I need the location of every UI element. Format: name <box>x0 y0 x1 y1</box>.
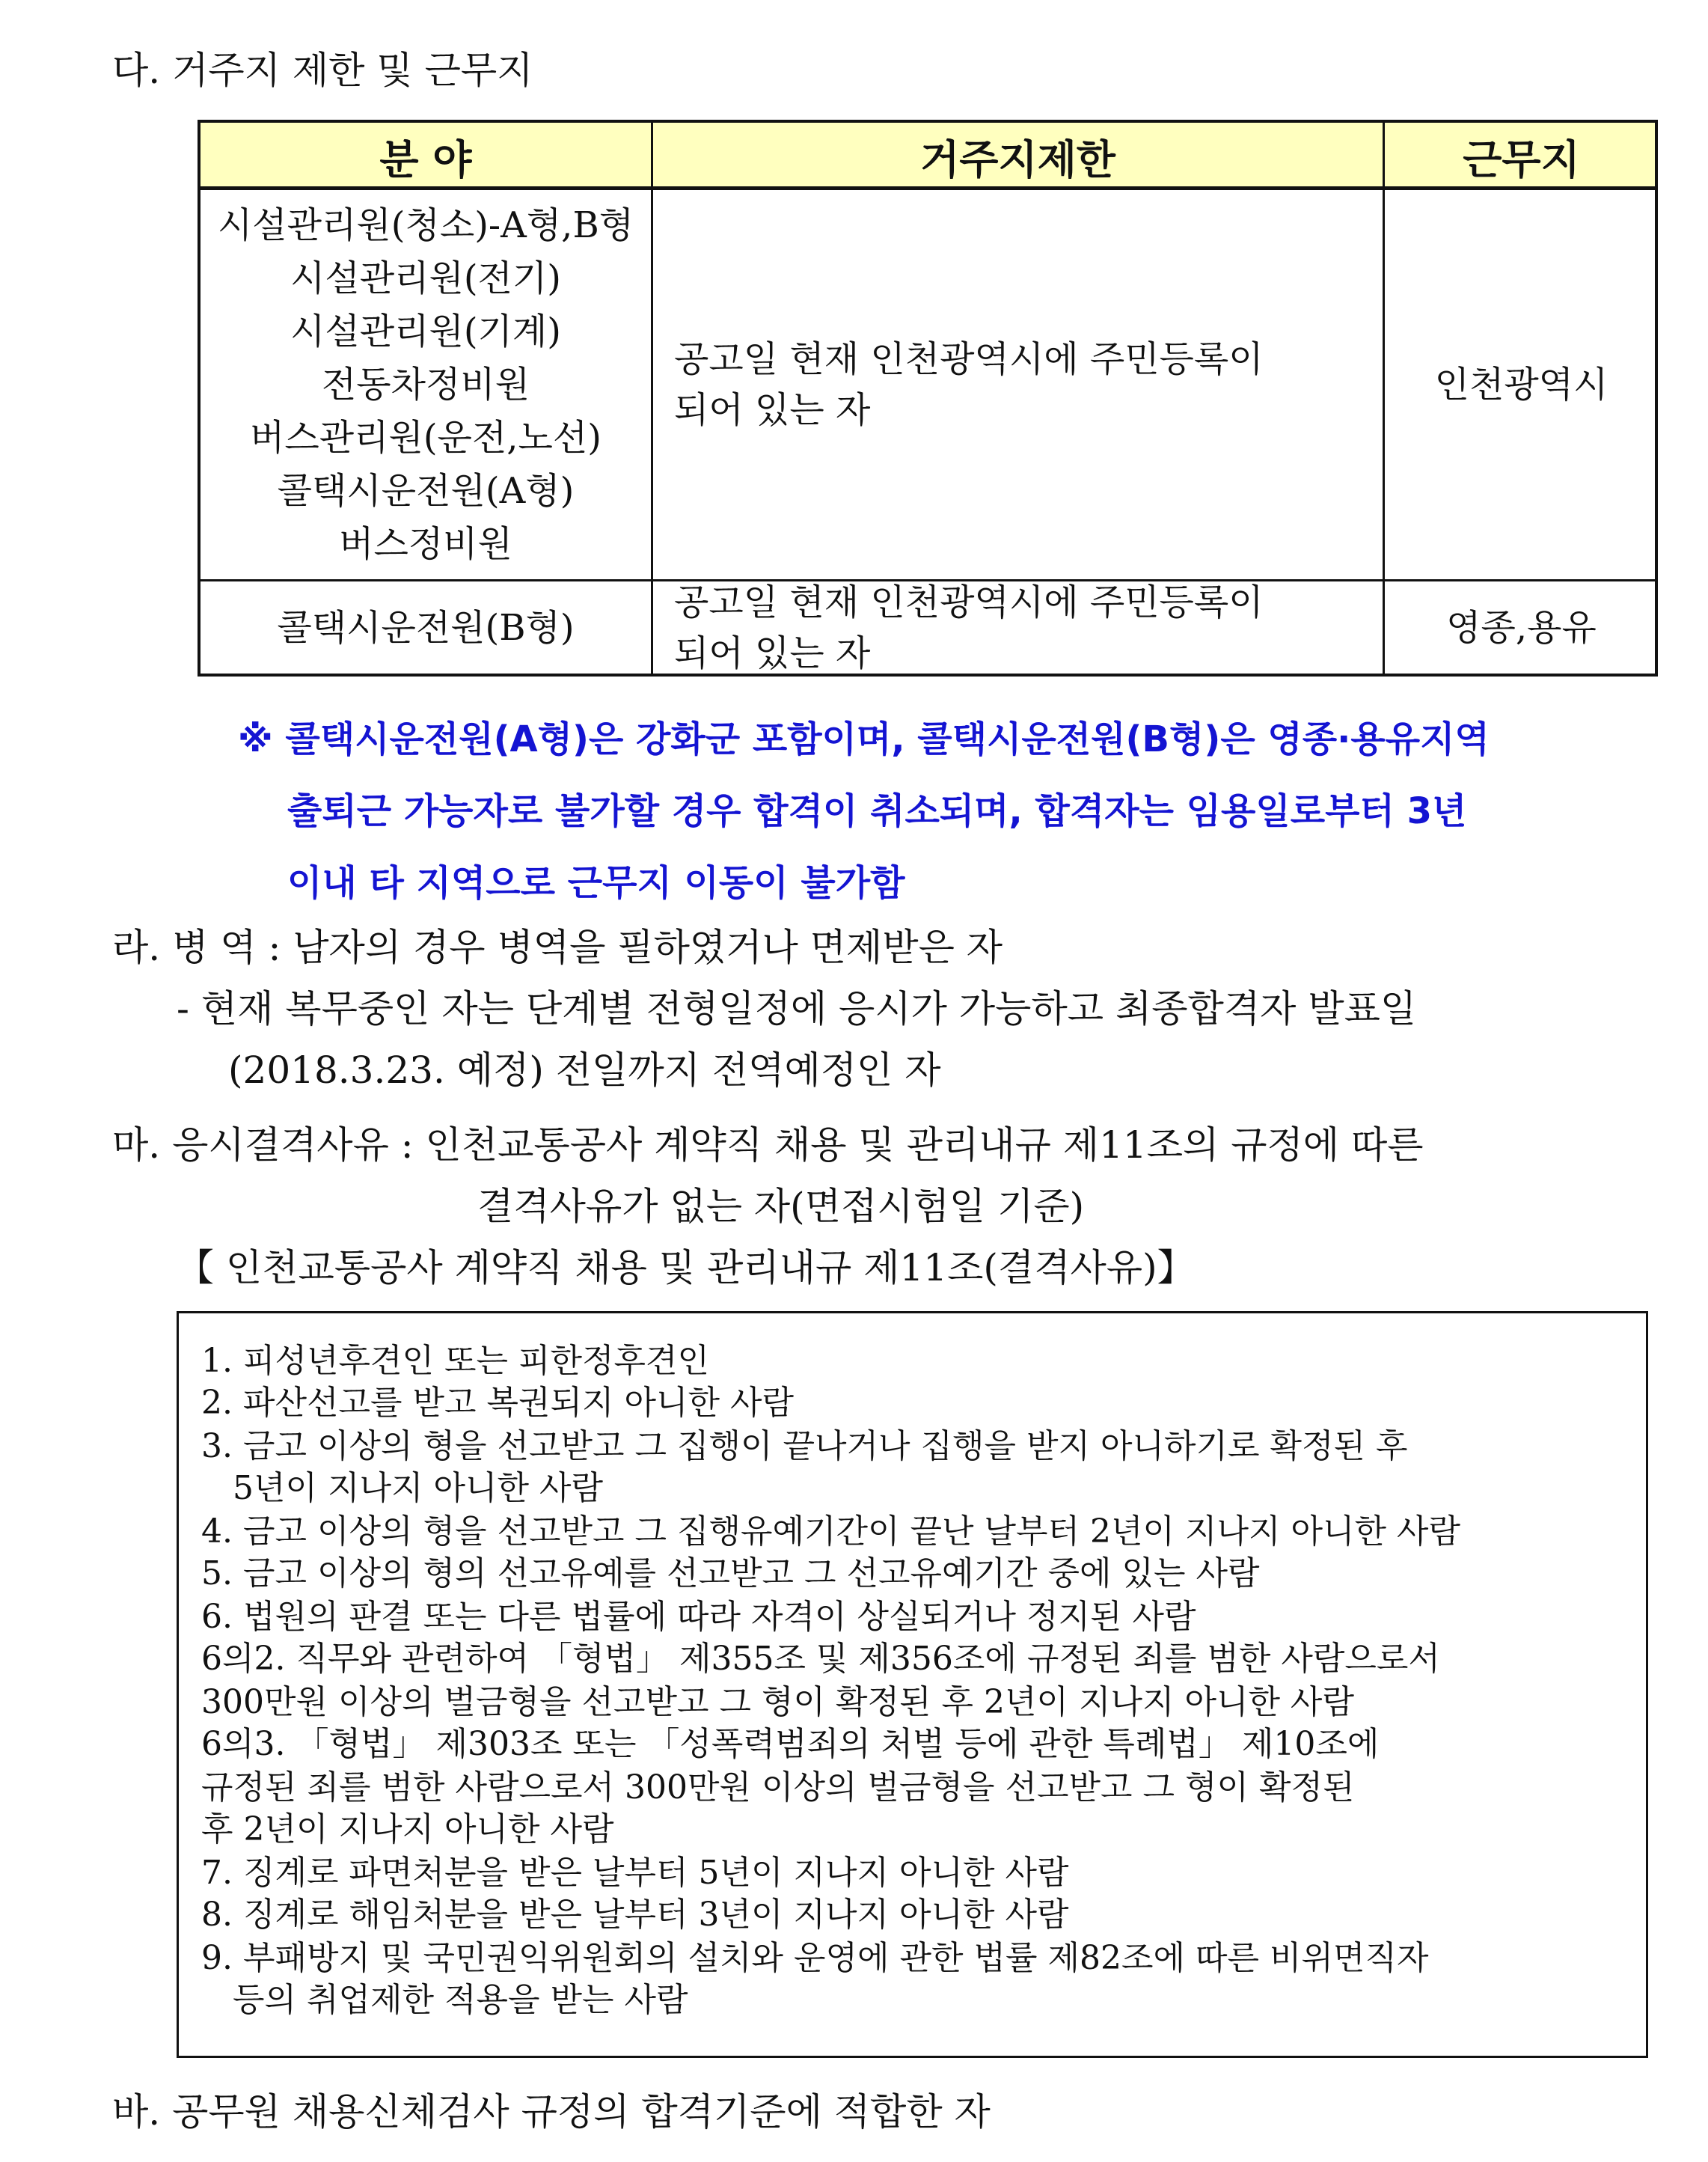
section-c-title: 다. 거주지 제한 및 근무지 <box>112 49 533 92</box>
note-line: 이내 타 지역으로 근무지 이동이 불가함 <box>287 862 905 904</box>
list-item: 6. 법원의 판결 또는 다른 법률에 따라 자격이 상실되거나 정지된 사람 <box>201 1598 1196 1636</box>
residence-line: 공고일 현재 인천광역시에 주민등록이 <box>674 581 1264 623</box>
field-item: 버스관리원(운전,노선) <box>249 416 602 459</box>
list-item: 3. 금고 이상의 형을 선고받고 그 집행이 끝나거나 집행을 받지 아니하기로 확정된 후 <box>201 1427 1408 1465</box>
residence-line: 되어 있는 자 <box>674 632 871 674</box>
table-row-2-fields: 콜택시운전원(B형) <box>277 606 575 649</box>
table-row-1-residence <box>653 190 1383 579</box>
list-item: 4. 금고 이상의 형을 선고받고 그 집행유예기간이 끝난 날부터 2년이 지나지 아니한 사람 <box>201 1512 1460 1551</box>
field-item: 시설관리원(전기) <box>290 257 562 299</box>
list-item: 300만원 이상의 벌금형을 선고받고 그 형이 확정된 후 2년이 지나지 아니한 사람 <box>201 1683 1354 1721</box>
list-item: 6의2. 직무와 관련하여 「형법」 제355조 및 제356조에 규정된 죄를 범한 사람으로서 <box>201 1640 1440 1678</box>
field-item: 전동차정비원 <box>321 363 530 406</box>
residence-table <box>198 120 1658 677</box>
table-row-2-workplace: 영종,용유 <box>1446 606 1597 649</box>
table-row-2-residence <box>653 581 1383 674</box>
regulation-heading: 【 인천교통공사 계약직 채용 및 관리내규 제11조(결격사유)】 <box>177 1246 1195 1289</box>
list-item: 5. 금고 이상의 형의 선고유예를 선고받고 그 선고유예기간 중에 있는 사람 <box>201 1554 1260 1593</box>
field-item: 버스정비원 <box>339 522 512 565</box>
list-item: 7. 징계로 파면처분을 받은 날부터 5년이 지나지 아니한 사람 <box>201 1854 1069 1892</box>
section-d-sub-line: (2018.3.23. 예정) 전일까지 전역예정인 자 <box>228 1048 941 1092</box>
note-line: 출퇴근 가능자로 불가할 경우 합격이 취소되며, 합격자는 임용일로부터 3년 <box>287 790 1467 832</box>
list-item: 5년이 지나지 아니한 사람 <box>201 1469 603 1507</box>
field-item: 시설관리원(청소)-A형,B형 <box>217 204 634 246</box>
header-residence: 거주지제한 <box>920 135 1115 183</box>
list-item: 2. 파산선고를 받고 복권되지 아니한 사람 <box>201 1384 794 1422</box>
header-field: 분 야 <box>379 135 472 183</box>
section-d-sub-line: - 현재 복무중인 자는 단계별 전형일정에 응시가 가능하고 최종합격자 발표일 <box>177 987 1417 1030</box>
list-item: 8. 징계로 해임처분을 받은 날부터 3년이 지나지 아니한 사람 <box>201 1896 1069 1934</box>
section-e-title: 마. 응시결격사유 : 인천교통공사 계약직 채용 및 관리내규 제11조의 규정에 따른 <box>112 1123 1424 1167</box>
field-item: 콜택시운전원(A형) <box>277 469 575 512</box>
list-item: 1. 피성년후견인 또는 피한정후견인 <box>201 1342 709 1380</box>
list-item: 등의 취업제한 적용을 받는 사람 <box>201 1981 688 2019</box>
notice-note <box>238 703 1659 919</box>
table-row-1-workplace: 인천광역시 <box>1434 363 1608 406</box>
disqualification-box <box>177 1311 1648 2058</box>
field-item: 시설관리원(기계) <box>290 310 562 352</box>
header-workplace: 근무지 <box>1463 135 1580 183</box>
note-line: ※ 콜택시운전원(A형)은 강화군 포함이며, 콜택시운전원(B형)은 영종·용유지역 <box>238 718 1490 760</box>
section-e-title-cont: 결격사유가 없는 자(면접시험일 기준) <box>477 1185 1085 1228</box>
table-row-1-fields <box>201 190 651 579</box>
section-d-title: 라. 병 역 : 남자의 경우 병역을 필하였거나 면제받은 자 <box>112 926 1003 969</box>
list-item: 9. 부패방지 및 국민권익위원회의 설치와 운영에 관한 법률 제82조에 따른 비위면직자 <box>201 1939 1429 1977</box>
section-f-title: 바. 공무원 채용신체검사 규정의 합격기준에 적합한 자 <box>112 2090 991 2134</box>
residence-line: 공고일 현재 인천광역시에 주민등록이 <box>674 338 1264 380</box>
list-item: 규정된 죄를 범한 사람으로서 300만원 이상의 벌금형을 선고받고 그 형이 확정된 <box>201 1768 1355 1807</box>
residence-line: 되어 있는 자 <box>674 389 871 431</box>
list-item: 6의3. 「형법」 제303조 또는 「성폭력범죄의 처벌 등에 관한 특례법」 제10조에 <box>201 1725 1380 1763</box>
list-item: 후 2년이 지나지 아니한 사람 <box>201 1810 614 1848</box>
